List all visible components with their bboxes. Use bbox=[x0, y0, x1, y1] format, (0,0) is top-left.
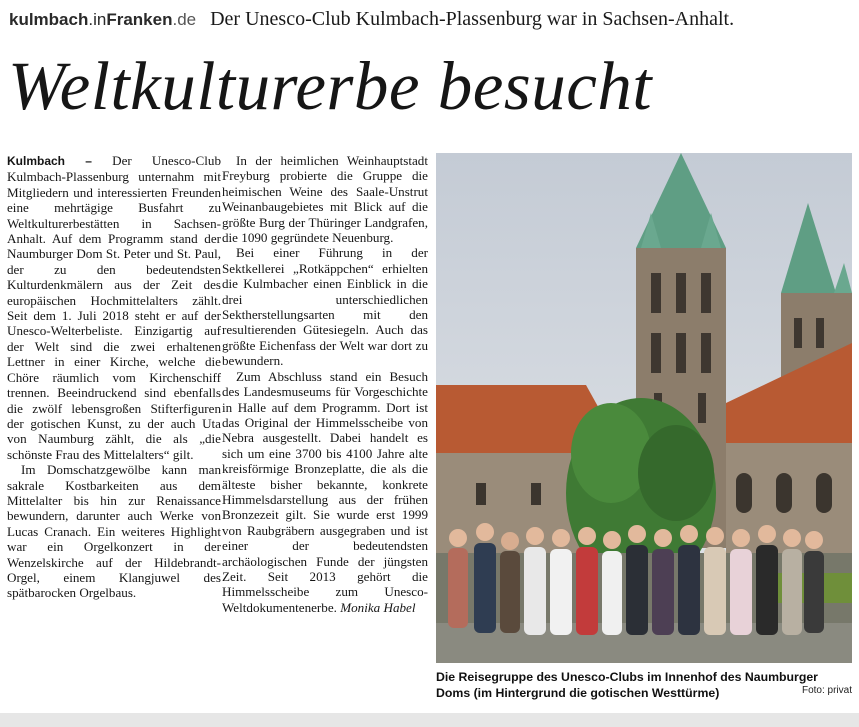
article-headline: Weltkulturerbe besucht bbox=[8, 48, 652, 124]
paragraph-text: Zum Abschluss stand ein Besuch des Landesmuseums für Vorgeschichte in Halle auf dem Programm. Dort ist das Original der Himmelsscheibe von Nebra ausgestellt. Dabei handelt es sich um eine 3700 bis 4100 Jahre alte kreisförmige Bronzeplatte, die als die älteste bisher bekannte, konkrete Himmelsdarstellung aus der frühen Bronzezeit gilt. Sie wurde erst 1999 von Raubgräbern ausgegraben und ist einer der bedeutendsten archäologischen Funde der jüngsten Zeit. Seit 2013 gehört die Himmelsscheibe zum Unesco-Weltdokumentenerbe. bbox=[222, 368, 428, 615]
brand-tld: .de bbox=[172, 10, 197, 29]
paragraph bbox=[222, 369, 428, 616]
brand-in: .in bbox=[88, 10, 107, 29]
bottom-bar bbox=[0, 713, 859, 727]
article-photo[interactable] bbox=[436, 153, 852, 663]
dateline: Kulmbach – bbox=[7, 154, 92, 168]
photo-credit: Foto: privat bbox=[801, 685, 852, 696]
paragraph: Im Domschatzgewölbe kann man sakrale Kostbarkeiten aus dem Mittelalter bis hin zur Renaissance bewundern, darunter auch Werke von Lucas Cranach. Ein weiteres Highlight war ein Orgelkonzert in der Wenzelskirche auf der Hildebrandt-Orgel, einem Klangjuwel des spätbarocken Orgelbaus. bbox=[7, 462, 221, 601]
brand-region: Franken bbox=[106, 10, 173, 29]
paragraph: In der heimlichen Weinhauptstadt Freyburg probierte die Gruppe die heimischen Weine des Saale-Unstrut Weinanbaugebietes mit Blick auf die größte Burg der Thüringer Landgrafen, die 1090 gegründete Neuenburg. bbox=[222, 153, 428, 246]
paragraph bbox=[7, 153, 221, 462]
tour-group bbox=[448, 523, 824, 635]
brand-name: kulmbach bbox=[9, 10, 89, 29]
paragraph: Bei einer Führung in der Sektkellerei „Rotkäppchen“ erhielten die Kulmbacher einen Einblick in die drei unterschiedlichen Sektherstellungsarten mit den resultierenden Gütesiegeln. Auch das größte Eichenfass der Welt war dort zu bewundern. bbox=[222, 245, 428, 369]
masthead bbox=[9, 8, 854, 36]
photo-caption: Die Reisegruppe des Unesco-Clubs im Innenhof des Naumburger Doms (im Hintergrund die gotischen Westtürme) bbox=[436, 670, 818, 700]
author: Monika Habel bbox=[340, 599, 416, 615]
group-photo-illustration bbox=[436, 153, 852, 663]
article-column-1 bbox=[7, 153, 221, 601]
article-kicker: Der Unesco-Club Kulmbach-Plassenburg war in Sachsen-Anhalt. bbox=[210, 8, 735, 30]
paragraph-text: Der Unesco-Club Kulmbach-Plassenburg unternahm mit Mitgliedern und interessierten Freunden eine mehrtägige Busfahrt zu Weltkulturerbestätten in Sachsen-Anhalt. Auf dem Programm stand der Naumburger Dom St. Peter und St. Paul, der zu den bedeutendsten Kulturdenkmälern aus der Zeit des europäischen Hochmittelalters zählt. Seit dem 1. Juli 2018 steht er auf der Unesco-Welterbeliste. Einzigartig auf der Welt sind die zwei erhaltenen Lettner in einer Kirche, welche die Chöre räumlich vom Kirchenschiff trennen. Beeindruckend sind ebenfalls die zwölf lebensgroßen Stifterfiguren der gotischen Kunst, zu der auch Uta von Naumburg zählt, die als „die schönste Frau des Mittelalters“ gilt. bbox=[7, 153, 222, 462]
article-column-2 bbox=[222, 153, 428, 615]
site-brand[interactable] bbox=[9, 10, 196, 30]
